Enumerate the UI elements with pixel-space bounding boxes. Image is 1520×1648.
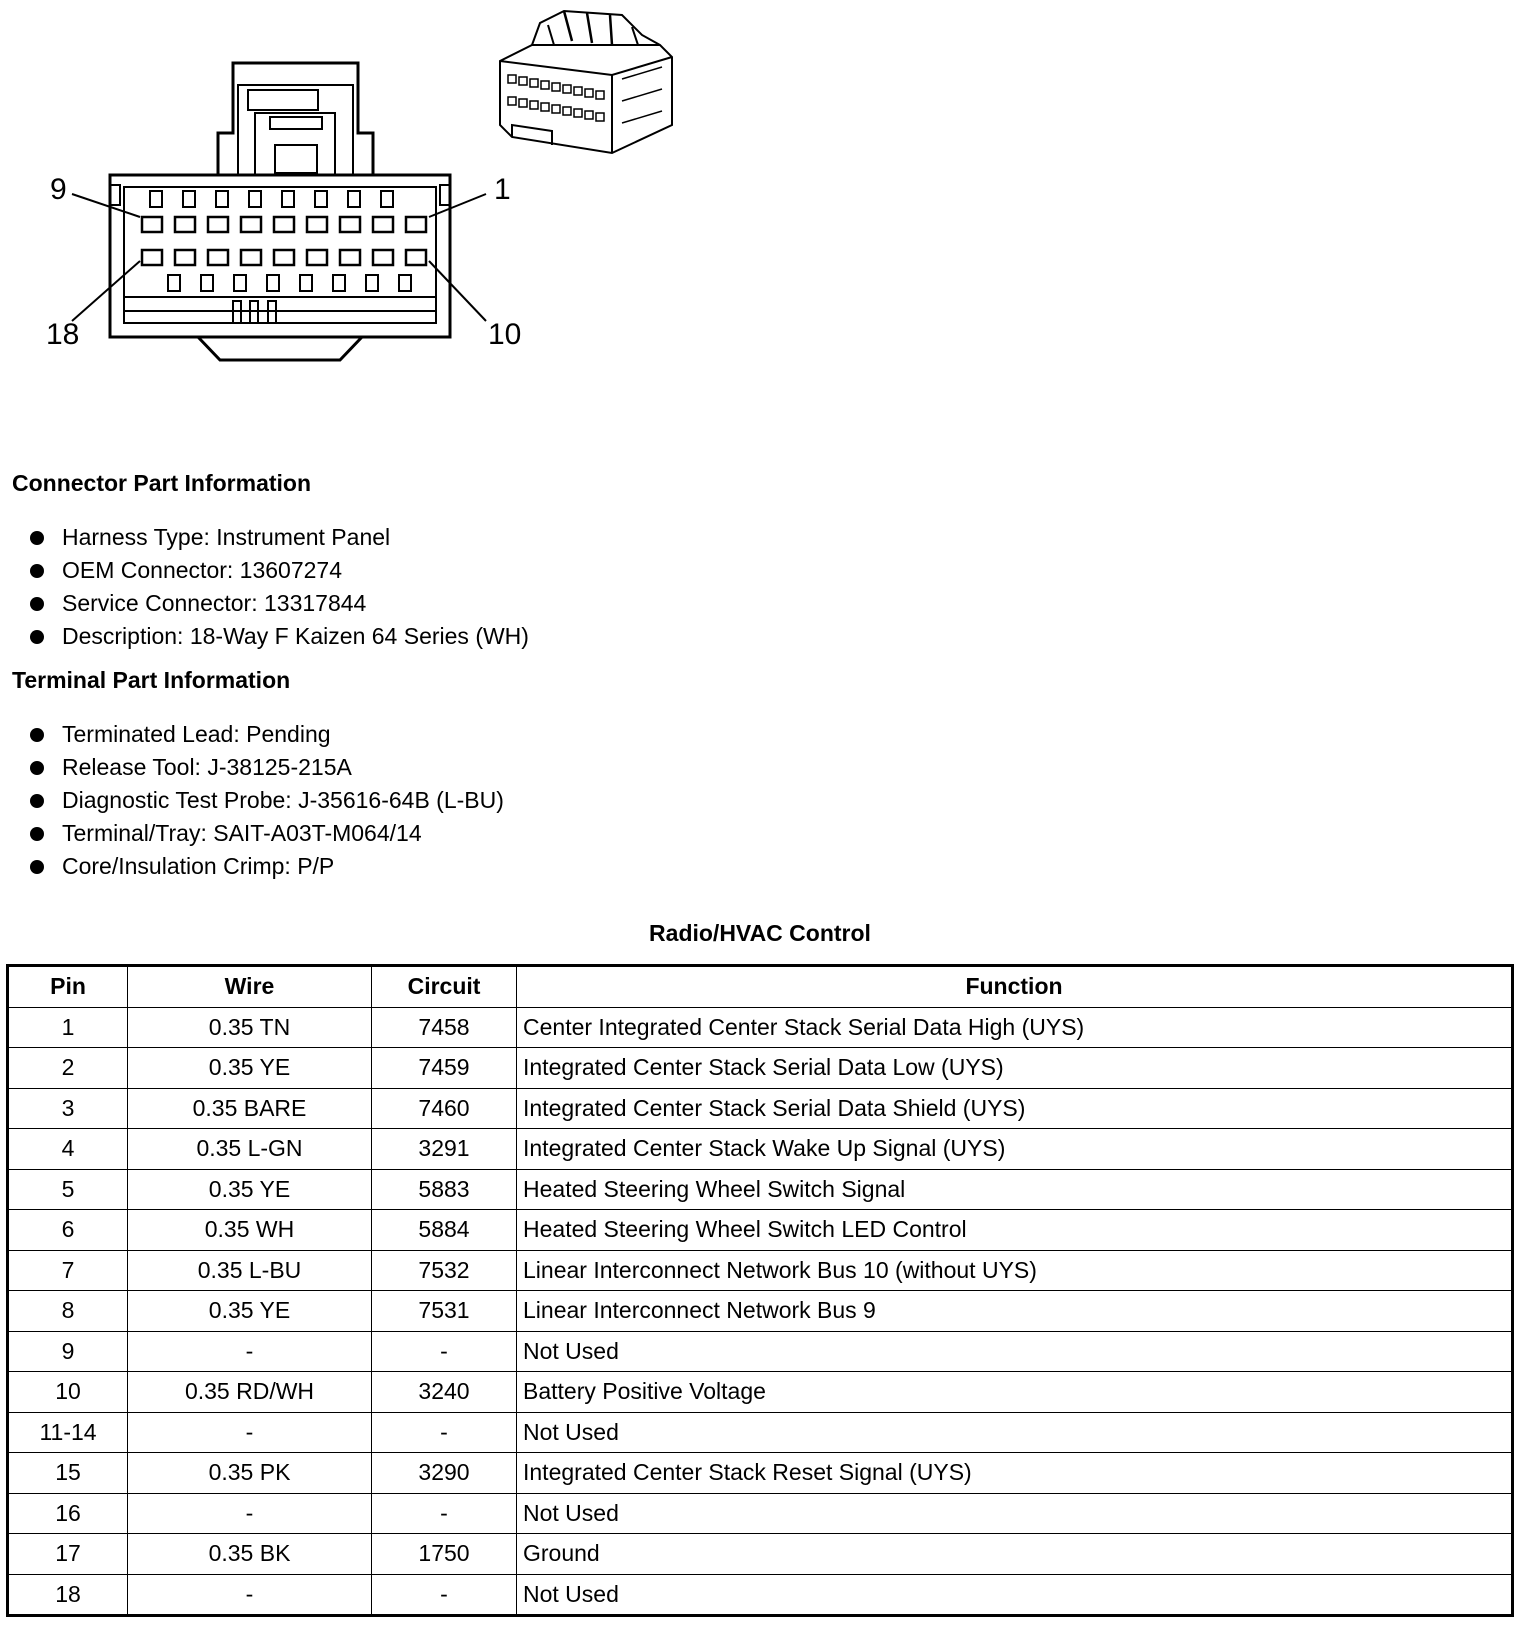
cell-pin: 5 <box>8 1169 128 1210</box>
pin-label-18: 18 <box>46 318 80 351</box>
table-row <box>8 1291 1513 1332</box>
cell-pin: 4 <box>8 1129 128 1170</box>
list-item-text: Release Tool: J-38125-215A <box>62 754 352 780</box>
list-item <box>30 718 504 751</box>
list-item <box>30 521 529 554</box>
cell-wire: - <box>128 1493 372 1534</box>
bullet-icon <box>30 630 44 644</box>
list-item-text: Diagnostic Test Probe: J-35616-64B (L-BU) <box>62 787 504 813</box>
cell-function: Not Used <box>517 1493 1513 1534</box>
table-header-row <box>8 966 1513 1008</box>
table-row <box>8 1169 1513 1210</box>
cell-function: Not Used <box>517 1331 1513 1372</box>
connector-part-info-list <box>30 521 529 653</box>
list-item-text: Description: 18-Way F Kaizen 64 Series (WH) <box>62 623 529 649</box>
cell-function: Ground <box>517 1534 1513 1575</box>
list-item-text: Core/Insulation Crimp: P/P <box>62 853 335 879</box>
connector-face-diagram <box>40 55 560 375</box>
cell-wire: - <box>128 1331 372 1372</box>
connector-isometric-svg <box>492 5 682 157</box>
list-item-text: Harness Type: Instrument Panel <box>62 524 391 550</box>
cell-function: Integrated Center Stack Wake Up Signal (UYS) <box>517 1129 1513 1170</box>
list-item-text: Service Connector: 13317844 <box>62 590 367 616</box>
list-item-text: Terminal/Tray: SAIT-A03T-M064/14 <box>62 820 422 846</box>
cell-pin: 1 <box>8 1007 128 1048</box>
cell-wire: 0.35 RD/WH <box>128 1372 372 1413</box>
cell-wire: - <box>128 1574 372 1616</box>
cell-wire: 0.35 YE <box>128 1291 372 1332</box>
list-item <box>30 751 504 784</box>
list-item <box>30 620 529 653</box>
list-item <box>30 587 529 620</box>
cell-circuit: 5884 <box>372 1210 517 1251</box>
table-row <box>8 1453 1513 1494</box>
cell-wire: 0.35 BARE <box>128 1088 372 1129</box>
cell-circuit: 3240 <box>372 1372 517 1413</box>
bullet-icon <box>30 564 44 578</box>
cell-pin: 9 <box>8 1331 128 1372</box>
table-row <box>8 1574 1513 1616</box>
cell-circuit: 7460 <box>372 1088 517 1129</box>
cell-circuit: 1750 <box>372 1534 517 1575</box>
cell-wire: 0.35 WH <box>128 1210 372 1251</box>
table-row <box>8 1331 1513 1372</box>
cell-function: Integrated Center Stack Serial Data Low (UYS) <box>517 1048 1513 1089</box>
list-item <box>30 850 504 883</box>
list-item <box>30 554 529 587</box>
cell-wire: 0.35 TN <box>128 1007 372 1048</box>
cell-function: Battery Positive Voltage <box>517 1372 1513 1413</box>
cell-pin: 18 <box>8 1574 128 1616</box>
cell-wire: 0.35 L-GN <box>128 1129 372 1170</box>
cell-pin: 6 <box>8 1210 128 1251</box>
pin-label-9: 9 <box>50 173 67 206</box>
table-row <box>8 1007 1513 1048</box>
cell-function: Linear Interconnect Network Bus 10 (without UYS) <box>517 1250 1513 1291</box>
header-wire: Wire <box>128 966 372 1008</box>
cell-circuit: - <box>372 1412 517 1453</box>
terminal-part-info-list <box>30 718 504 883</box>
cell-pin: 10 <box>8 1372 128 1413</box>
cell-wire: 0.35 BK <box>128 1534 372 1575</box>
cell-circuit: 7459 <box>372 1048 517 1089</box>
cell-circuit: - <box>372 1331 517 1372</box>
list-item <box>30 817 504 850</box>
connector-isometric-drawing <box>492 5 682 157</box>
pin-label-10: 10 <box>488 318 522 351</box>
table-row <box>8 1210 1513 1251</box>
header-function: Function <box>517 966 1513 1008</box>
cell-function: Heated Steering Wheel Switch Signal <box>517 1169 1513 1210</box>
pin-label-1: 1 <box>494 173 511 206</box>
table-row <box>8 1048 1513 1089</box>
cell-pin: 15 <box>8 1453 128 1494</box>
cell-pin: 16 <box>8 1493 128 1534</box>
cell-wire: 0.35 PK <box>128 1453 372 1494</box>
terminal-part-info-title: Terminal Part Information <box>12 667 291 693</box>
cell-circuit: 7458 <box>372 1007 517 1048</box>
cell-function: Not Used <box>517 1412 1513 1453</box>
pinout-table <box>6 964 1514 1617</box>
table-row <box>8 1493 1513 1534</box>
cell-function: Integrated Center Stack Serial Data Shield (UYS) <box>517 1088 1513 1129</box>
cell-circuit: 7532 <box>372 1250 517 1291</box>
list-item-text: Terminated Lead: Pending <box>62 721 331 747</box>
cell-circuit: - <box>372 1574 517 1616</box>
table-row <box>8 1250 1513 1291</box>
cell-circuit: - <box>372 1493 517 1534</box>
cell-circuit: 3291 <box>372 1129 517 1170</box>
header-pin: Pin <box>8 966 128 1008</box>
cell-wire: - <box>128 1412 372 1453</box>
table-row <box>8 1088 1513 1129</box>
bullet-icon <box>30 827 44 841</box>
bullet-icon <box>30 794 44 808</box>
connector-face-drawing <box>40 55 560 375</box>
bullet-icon <box>30 531 44 545</box>
header-circuit: Circuit <box>372 966 517 1008</box>
cell-pin: 17 <box>8 1534 128 1575</box>
cell-function: Not Used <box>517 1574 1513 1616</box>
cell-function: Linear Interconnect Network Bus 9 <box>517 1291 1513 1332</box>
cell-function: Heated Steering Wheel Switch LED Control <box>517 1210 1513 1251</box>
cell-circuit: 5883 <box>372 1169 517 1210</box>
cell-pin: 11-14 <box>8 1412 128 1453</box>
cell-function: Center Integrated Center Stack Serial Data High (UYS) <box>517 1007 1513 1048</box>
cell-pin: 8 <box>8 1291 128 1332</box>
table-body <box>8 1007 1513 1616</box>
table-row <box>8 1412 1513 1453</box>
table-row <box>8 1534 1513 1575</box>
bullet-icon <box>30 728 44 742</box>
table-title: Radio/HVAC Control <box>649 920 871 946</box>
cell-circuit: 7531 <box>372 1291 517 1332</box>
bullet-icon <box>30 761 44 775</box>
table-row <box>8 1129 1513 1170</box>
list-item-text: OEM Connector: 13607274 <box>62 557 343 583</box>
cell-wire: 0.35 L-BU <box>128 1250 372 1291</box>
list-item <box>30 784 504 817</box>
bullet-icon <box>30 860 44 874</box>
cell-wire: 0.35 YE <box>128 1169 372 1210</box>
cell-pin: 7 <box>8 1250 128 1291</box>
cell-pin: 2 <box>8 1048 128 1089</box>
bullet-icon <box>30 597 44 611</box>
cell-wire: 0.35 YE <box>128 1048 372 1089</box>
cell-circuit: 3290 <box>372 1453 517 1494</box>
table-row <box>8 1372 1513 1413</box>
cell-function: Integrated Center Stack Reset Signal (UYS) <box>517 1453 1513 1494</box>
cell-pin: 3 <box>8 1088 128 1129</box>
connector-part-info-title: Connector Part Information <box>12 470 312 496</box>
